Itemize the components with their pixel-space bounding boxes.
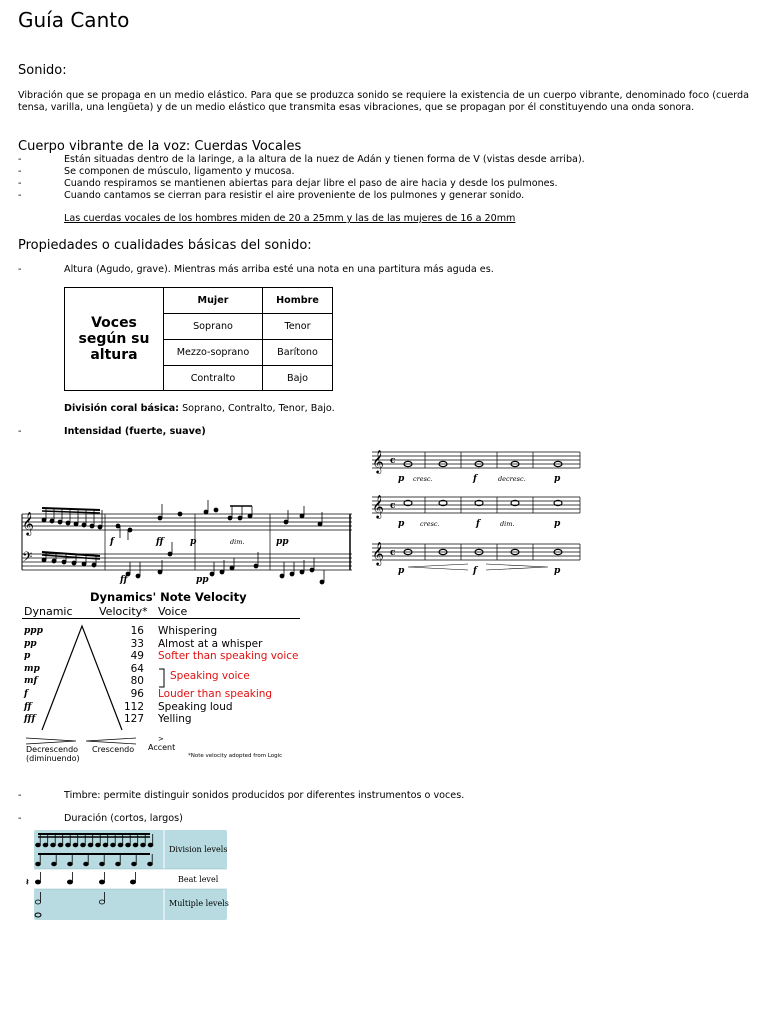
bullet-dash: - <box>18 426 22 437</box>
dynamic-mark: f <box>473 566 477 576</box>
dynamic-mark: pp <box>24 638 37 649</box>
col-dynamic: Dynamic <box>24 605 73 618</box>
dynamic-mark: f <box>24 689 28 699</box>
dynamic-mark: cresc. <box>420 520 440 528</box>
dynamic-mark: dim. <box>500 520 515 528</box>
table-cell: Mezzo-soprano <box>164 340 263 366</box>
table-cell: Barítono <box>263 340 333 366</box>
table-cell: Contralto <box>164 366 263 391</box>
dynamics-score-small <box>368 448 583 578</box>
header-rule <box>22 618 300 619</box>
accent-label: Accent <box>148 743 176 752</box>
crescendo-hairpin <box>408 564 468 570</box>
velocity-value: 16 <box>130 625 144 637</box>
level-label: Multiple levels <box>169 899 229 908</box>
bullet-dash: - <box>18 790 22 801</box>
dynamic-mark: ppp <box>24 626 43 636</box>
sixteenth-note <box>51 843 56 847</box>
table-header-hombre: Hombre <box>263 288 333 314</box>
velocity-value: 96 <box>130 688 144 700</box>
bullet-dash: - <box>18 154 22 165</box>
cuerpo-heading: Cuerpo vibrante de la voz: Cuerdas Vocales <box>18 139 302 154</box>
sixteenth-note <box>88 843 93 847</box>
decrescendo-icon <box>26 738 76 744</box>
cuerpo-bullet-4: Cuando cantamos se cierran para resistir el aire proveniente de los pulmones y generar sonido. <box>64 190 525 201</box>
dynamic-mark: fff <box>24 714 36 725</box>
dynamic-mark: p <box>398 519 405 529</box>
sixteenth-note <box>103 843 108 847</box>
treble-clef-icon: 𝄞 <box>372 449 384 473</box>
sixteenth-note <box>36 843 41 847</box>
dynamic-mark: f <box>110 537 114 547</box>
dynamic-mark: p <box>554 519 561 529</box>
sixteenth-note <box>81 843 86 847</box>
cuerpo-bullet-3: Cuando respiramos se mantienen abiertas para dejar libre el paso de aire hacia y desde los pulmones. <box>64 178 558 189</box>
sonido-text: Vibración que se propaga en un medio elástico. Para que se produzca sonido se requiere la existencia de un cuerpo vibrante, denominado foco (cuerda tensa, varilla, una lengüeta) y de un medio elástico que transmita esas vibraciones, que se propagan por él constituyendo una onda sonora. <box>18 90 749 114</box>
timbre-text: Timbre: permite distinguir sonidos producidos por diferentes instrumentos o voces. <box>64 790 465 801</box>
eighth-note <box>52 862 57 866</box>
sixteenth-note <box>133 843 138 847</box>
bullet-dash: - <box>18 264 22 275</box>
dynamic-mark: p <box>398 474 405 484</box>
velocity-value: 127 <box>123 713 144 726</box>
cuerpo-bullet-2: Se componen de músculo, ligamento y mucosa. <box>64 166 295 177</box>
bullet-dash: - <box>18 178 22 189</box>
col-voice: Voice <box>158 605 188 618</box>
time-signature: 𝄽 <box>26 878 29 888</box>
dynamic-mark: ff <box>156 537 164 547</box>
bullet-dash: - <box>18 190 22 201</box>
cuerpo-bullet-1: Están situadas dentro de la laringe, a la altura de la nuez de Adán y tienen forma de V (vistas desde arriba). <box>64 154 585 165</box>
eighth-note <box>84 862 89 866</box>
altura-text: Altura (Agudo, grave). Mientras más arriba esté una nota en una partitura más aguda es. <box>64 264 494 275</box>
dynamic-mark: p <box>554 474 561 484</box>
sonido-heading: Sonido: <box>18 63 67 78</box>
dynamic-mark: ff <box>24 701 32 712</box>
dynamic-mark: f <box>473 474 477 484</box>
bullet-dash: - <box>18 813 22 824</box>
voices-table-title: Voces según su altura <box>65 288 164 391</box>
dynamic-mark: p <box>398 566 405 576</box>
table-cell: Soprano <box>164 314 263 340</box>
voice-description: Softer than speaking voice <box>158 650 299 663</box>
velocity-value: 49 <box>130 650 144 663</box>
dynamic-mark: ff <box>120 575 128 585</box>
bass-staff <box>22 549 352 570</box>
dynamic-mark: mf <box>24 676 38 687</box>
dynamics-title: Dynamics' Note Velocity <box>90 590 247 604</box>
dynamic-mark: p <box>190 537 197 547</box>
col-velocity: Velocity* <box>99 605 148 618</box>
dynamic-mark: pp <box>276 537 289 547</box>
duracion-text: Duración (cortos, largos) <box>64 813 183 824</box>
page-title: Guía Canto <box>18 8 130 32</box>
velocity-value: 112 <box>123 700 144 713</box>
bass-clef-icon: 𝄢 <box>22 549 33 568</box>
voices-table <box>64 287 333 391</box>
dynamic-mark: cresc. <box>413 475 433 483</box>
division-label: División coral básica: <box>64 403 180 414</box>
voice-description: Speaking loud <box>158 700 233 713</box>
eighth-note <box>100 862 105 866</box>
sixteenth-note <box>43 843 48 847</box>
bass-notes <box>42 542 324 584</box>
bullet-dash: - <box>18 166 22 177</box>
dynamic-mark: mp <box>24 663 40 674</box>
voice-description: Yelling <box>158 713 192 726</box>
table-cell: Tenor <box>263 314 333 340</box>
speaking-voice-label: Speaking voice <box>170 670 250 682</box>
sixteenth-note <box>141 843 146 847</box>
eighth-note <box>148 862 153 866</box>
treble-clef-icon: 𝄞 <box>22 511 34 535</box>
dynamic-mark: pp <box>196 575 209 585</box>
voice-description: Whispering <box>158 625 218 637</box>
score-row-2 <box>372 494 580 529</box>
sixteenth-note <box>118 843 123 847</box>
treble-notes <box>42 500 322 540</box>
dynamic-mark: f <box>476 519 480 529</box>
table-cell: Bajo <box>263 366 333 391</box>
score-row-3 <box>372 541 580 576</box>
crescendo-icon <box>86 738 136 744</box>
eighth-note <box>132 862 137 866</box>
cuerpo-note: Las cuerdas vocales de los hombres miden de 20 a 25mm y las de las mujeres de 16 a 20mm <box>64 213 516 224</box>
treble-clef-icon: 𝄞 <box>372 541 384 565</box>
division-text: Soprano, Contralto, Tenor, Bajo. <box>179 403 335 414</box>
dynamic-mark: dim. <box>230 538 245 546</box>
time-signature: c <box>390 501 396 511</box>
dynamic-mark: p <box>24 651 31 662</box>
velocity-value: 64 <box>130 662 144 675</box>
sixteenth-note <box>73 843 78 847</box>
sixteenth-note <box>111 843 116 847</box>
time-signature: c <box>390 548 396 558</box>
sixteenth-note <box>148 843 153 847</box>
duration-levels-diagram <box>26 828 230 922</box>
speaking-voice-bracket <box>158 668 166 688</box>
sixteenth-note <box>96 843 101 847</box>
dynamic-mark: p <box>554 566 561 576</box>
sixteenth-note <box>66 843 71 847</box>
score-row-1 <box>372 449 580 484</box>
crescendo-label: Crescendo <box>92 745 135 754</box>
voice-description: Almost at a whisper <box>158 637 263 650</box>
quarter-notes <box>35 872 135 884</box>
velocity-footnote: *Note velocity adopted from Logic <box>188 753 283 759</box>
velocity-value: 33 <box>130 637 144 650</box>
time-signature: c <box>390 456 396 466</box>
sixteenth-note <box>126 843 131 847</box>
accent-icon: > <box>158 735 164 743</box>
table-header-mujer: Mujer <box>164 288 263 314</box>
sixteenth-note <box>58 843 63 847</box>
diminuendo-label: (diminuendo) <box>26 754 80 763</box>
propiedades-heading: Propiedades o cualidades básicas del sonido: <box>18 238 312 253</box>
dynamic-mark: decresc. <box>498 475 526 483</box>
voice-description: Louder than speaking <box>158 688 273 700</box>
dynamics-score-grand-staff <box>20 496 355 588</box>
division-coral <box>64 403 335 415</box>
level-label: Beat level <box>178 875 219 884</box>
eighth-note <box>68 862 73 866</box>
treble-clef-icon: 𝄞 <box>372 494 384 518</box>
intensidad-text: Intensidad (fuerte, suave) <box>64 426 206 437</box>
decrescendo-hairpin <box>486 564 548 570</box>
level-label: Division levels <box>169 845 228 854</box>
decrescendo-label: Decrescendo <box>26 745 79 754</box>
eighth-note <box>36 862 41 866</box>
velocity-value: 80 <box>130 675 144 688</box>
eighth-note <box>116 862 121 866</box>
